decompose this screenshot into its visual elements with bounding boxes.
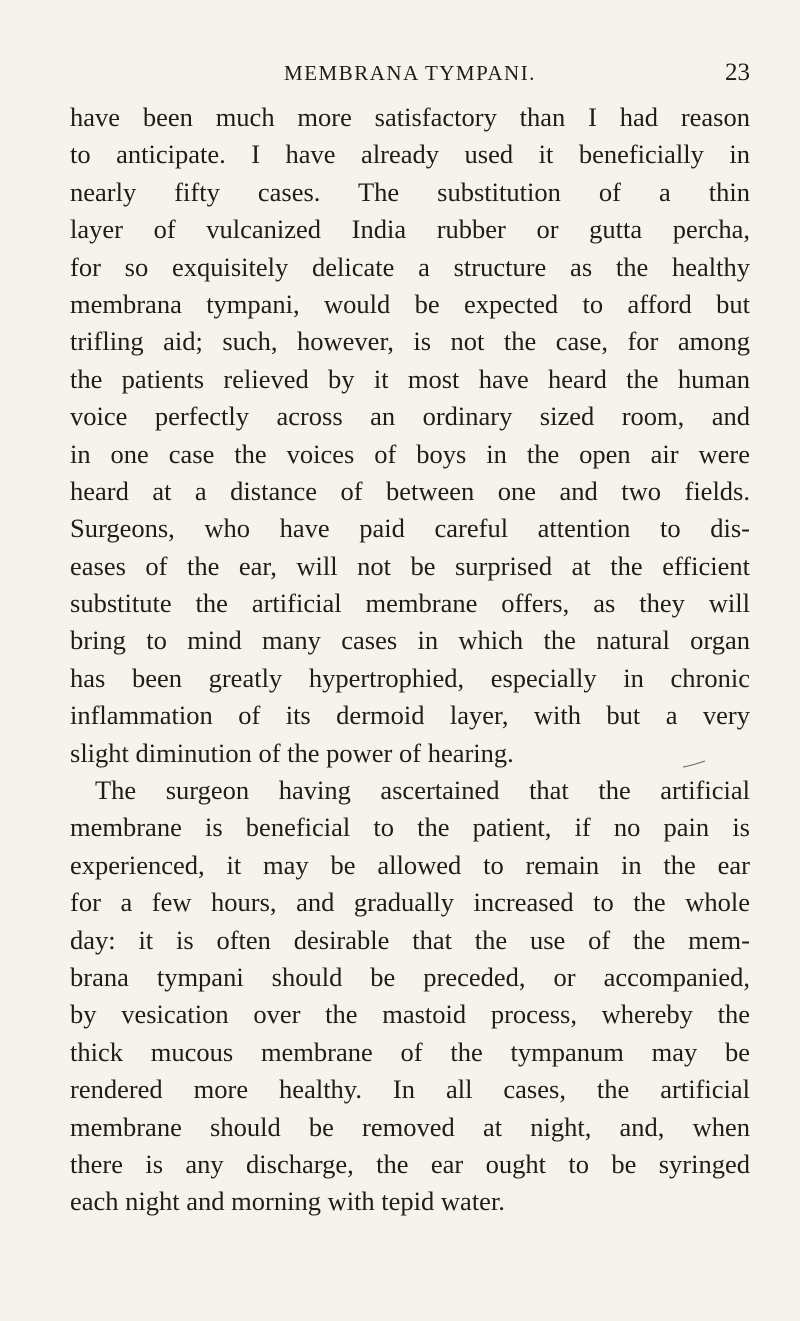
text-line: by vesication over the mastoid process, whereby the [70, 999, 750, 1030]
paragraph-2 [70, 772, 750, 1221]
text-line: rendered more healthy. In all cases, the artificial [70, 1074, 750, 1105]
text-line: voice perfectly across an ordinary sized room, and [70, 401, 750, 432]
text-line: Surgeons, who have paid careful attention to dis- [70, 513, 750, 544]
text-line: to anticipate. I have already used it beneficially in [70, 139, 750, 170]
text-line: day: it is often desirable that the use of the mem- [70, 924, 750, 955]
page-body [70, 99, 750, 1221]
text-line: heard at a distance of between one and two fields. [70, 475, 750, 506]
text-line: membrane should be removed at night, and, when [70, 1111, 750, 1142]
text-line: experienced, it may be allowed to remain in the ear [70, 849, 750, 880]
text-line: thick mucous membrane of the tympanum may be [70, 1036, 750, 1067]
text-line: inflammation of its dermoid layer, with but a very [70, 700, 750, 731]
text-line: nearly fifty cases. The substitution of a thin [70, 176, 750, 207]
page-number: 23 [725, 59, 750, 86]
page-header [70, 58, 750, 88]
text-line: has been greatly hypertrophied, especially in chronic [70, 662, 750, 693]
text-line: there is any discharge, the ear ought to be syringed [70, 1148, 750, 1179]
text-line: slight diminution of the power of hearing. [70, 737, 514, 768]
text-line: for so exquisitely delicate a structure as the healthy [70, 251, 750, 282]
text-line: the patients relieved by it most have heard the human [70, 363, 750, 394]
text-line: substitute the artificial membrane offers, as they will [70, 588, 750, 619]
text-line: have been much more satisfactory than I had reason [70, 102, 750, 132]
text-line: membrana tympani, would be expected to afford but [70, 288, 750, 319]
text-line: layer of vulcanized India rubber or gutta percha, [70, 214, 750, 245]
text-line: eases of the ear, will not be surprised at the efficient [70, 550, 750, 581]
running-head: MEMBRANA TYMPANI. [284, 61, 536, 85]
text-line: in one case the voices of boys in the open air were [70, 438, 750, 469]
pencil-mark [682, 760, 706, 768]
text-line: The surgeon having ascertained that the artificial [95, 775, 750, 806]
text-line: each night and morning with tepid water. [70, 1186, 505, 1217]
text-line: trifling aid; such, however, is not the case, for among [70, 326, 750, 357]
text-line: membrane is beneficial to the patient, if no pain is [70, 812, 750, 843]
text-line: brana tympani should be preceded, or accompanied, [70, 961, 750, 992]
paragraph-1 [70, 99, 750, 772]
text-line: bring to mind many cases in which the natural organ [70, 625, 750, 656]
text-line: for a few hours, and gradually increased to the whole [70, 887, 750, 918]
